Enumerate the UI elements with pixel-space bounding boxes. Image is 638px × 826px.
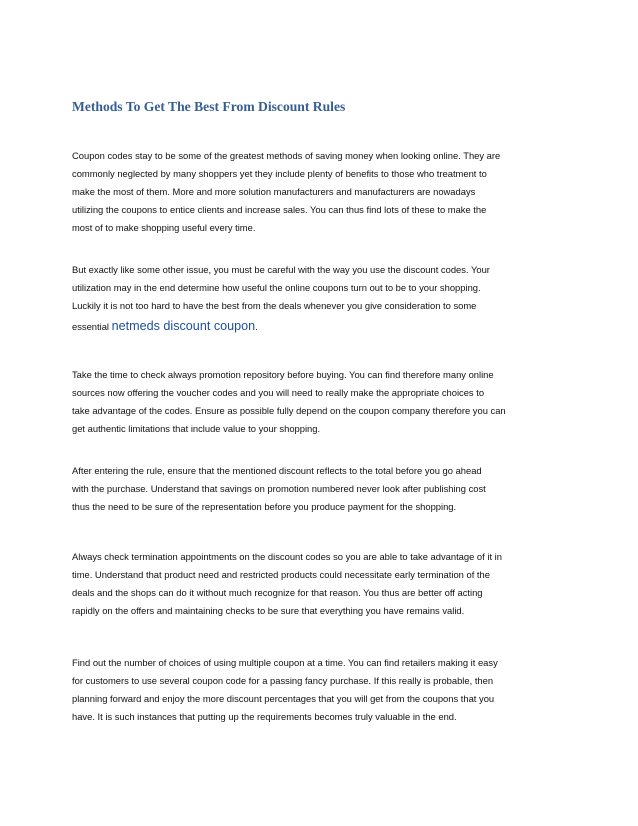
text-line: time. Understand that product need and restricted products could necessitate early termination of the <box>72 569 490 580</box>
text-line: Coupon codes stay to be some of the greatest methods of saving money when looking online. They are <box>72 150 501 161</box>
link-prefix: essential <box>72 321 112 332</box>
text-line: utilization may in the end determine how useful the online coupons turn out to be to your shopping. <box>72 282 481 293</box>
text-line: Find out the number of choices of using multiple coupon at a time. You can find retailers making it easy <box>72 657 498 668</box>
paragraph-careful-use <box>72 261 572 338</box>
text-line: get authentic limitations that include value to your shopping. <box>72 423 321 434</box>
text-line: planning forward and enjoy the more discount percentages that you will get from the coupons that you <box>72 693 495 704</box>
text-line: make the most of them. More and more solution manufacturers and manufacturers are nowadays <box>72 186 476 197</box>
paragraph-termination-dates <box>72 548 572 620</box>
text-line: Luckily it is not too hard to have the best from the deals whenever you give consideration to some <box>72 300 477 311</box>
text-line: commonly neglected by many shoppers yet they include plenty of benefits to those who treatment to <box>72 168 487 179</box>
text-line-with-link <box>72 315 572 338</box>
text-line: take advantage of the codes. Ensure as possible fully depend on the coupon company therefore you can <box>72 405 506 416</box>
text-line: deals and the shops can do it without much recognize for that reason. You thus are better off acting <box>72 587 483 598</box>
text-line: rapidly on the offers and maintaining checks to be sure that everything you have remains valid. <box>72 605 465 616</box>
paragraph-after-entering <box>72 462 572 516</box>
text-line: for customers to use several coupon code for a passing fancy purchase. If this really is probable, then <box>72 675 494 686</box>
paragraph-multiple-coupons <box>72 654 572 726</box>
link-suffix: . <box>255 321 258 332</box>
text-line: with the purchase. Understand that savings on promotion numbered never look after publishing cost <box>72 483 486 494</box>
text-line: After entering the rule, ensure that the mentioned discount reflects to the total before you go ahead <box>72 465 482 476</box>
text-line: most of to make shopping useful every time. <box>72 222 256 233</box>
paragraph-intro <box>72 147 572 237</box>
text-line: Always check termination appointments on the discount codes so you are able to take advantage of it in <box>72 551 502 562</box>
text-line: have. It is such instances that putting up the requirements becomes truly valuable in the end. <box>72 711 457 722</box>
text-line: Take the time to check always promotion repository before buying. You can find therefore many online <box>72 369 494 380</box>
text-line: utilizing the coupons to entice clients and increase sales. You can thus find lots of these to make the <box>72 204 487 215</box>
netmeds-coupon-link[interactable]: netmeds discount coupon <box>111 319 256 333</box>
text-line: But exactly like some other issue, you must be careful with the way you use the discount codes. Your <box>72 264 490 275</box>
text-line: thus the need to be sure of the representation before you produce payment for the shopping. <box>72 501 457 512</box>
paragraph-check-repository <box>72 366 572 438</box>
text-line: sources now offering the voucher codes and you will need to really make the appropriate choices to <box>72 387 485 398</box>
document-title: Methods To Get The Best From Discount Rules <box>72 99 346 114</box>
